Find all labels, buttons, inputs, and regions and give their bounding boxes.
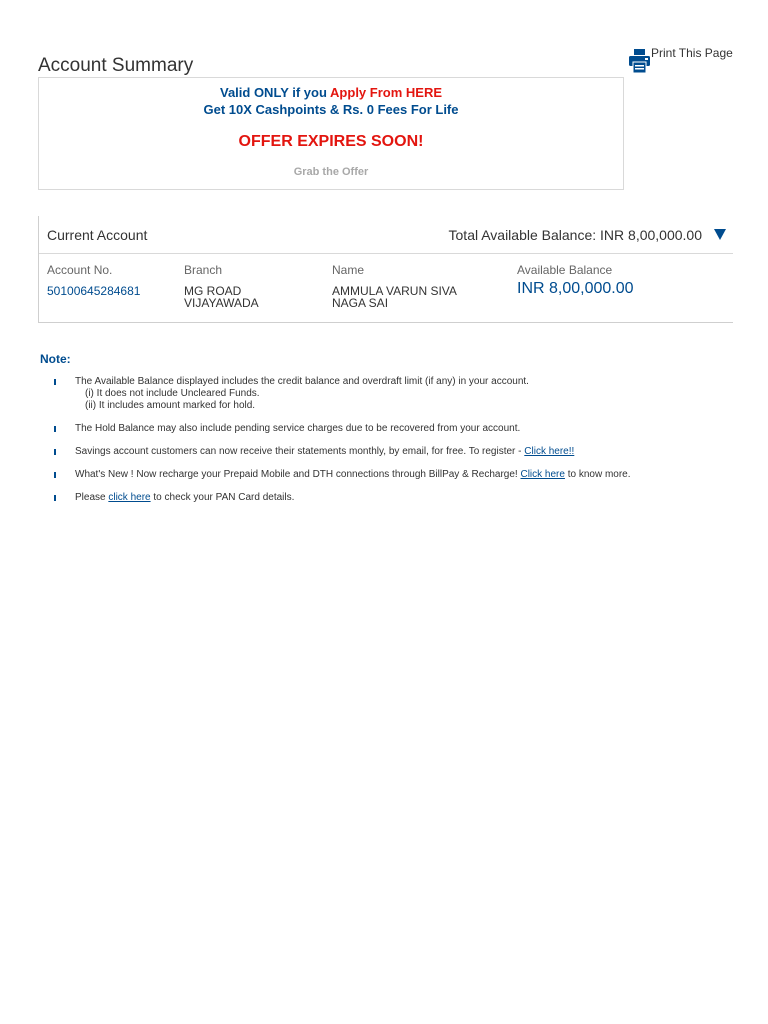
bullet-bar-icon: [54, 472, 56, 478]
account-number-link[interactable]: 50100645284681: [47, 284, 141, 298]
note-item: [40, 423, 740, 435]
bullet-bar-icon: [54, 449, 56, 455]
note-item: [40, 492, 740, 504]
note-item: [40, 469, 740, 481]
note-subtext: (i) It does not include Uncleared Funds.: [85, 388, 260, 399]
print-page-link[interactable]: [628, 46, 733, 74]
account-panel: [38, 216, 733, 323]
note-text: The Available Balance displayed includes the credit balance and overdraft limit (if any) in your account.: [75, 376, 529, 387]
print-page-label: Print This Page: [651, 46, 733, 60]
account-panel-header[interactable]: [39, 216, 733, 254]
note-text: What's New ! Now recharge your Prepaid Mobile and DTH connections through BillPay & Recharge!: [75, 469, 521, 480]
bullet-bar-icon: [54, 426, 56, 432]
note-item: [40, 376, 740, 412]
bullet-bar-icon: [54, 495, 56, 501]
bullet-bar-icon: [54, 379, 56, 385]
notes-list: [40, 376, 740, 515]
promo-headline: [39, 85, 623, 100]
pan-card-details-link[interactable]: click here: [108, 492, 151, 503]
notes-section: [40, 352, 740, 503]
promo-apply-link[interactable]: Apply From HERE: [330, 85, 443, 100]
billpay-recharge-link[interactable]: Click here: [520, 469, 565, 480]
branch-value: [184, 285, 259, 309]
note-text: Please: [75, 492, 109, 503]
notes-title: Note:: [40, 352, 71, 366]
promo-banner[interactable]: [38, 77, 624, 190]
note-text: Savings account customers can now receive their statements monthly, by email, for free. To register -: [75, 446, 525, 457]
promo-subheadline: Get 10X Cashpoints & Rs. 0 Fees For Life: [203, 102, 459, 117]
name-line-1: AMMULA VARUN SIVA: [332, 284, 457, 298]
grab-offer-button[interactable]: Grab the Offer: [293, 166, 369, 178]
total-available-balance: Total Available Balance: INR 8,00,000.00: [448, 227, 702, 243]
note-text-suffix: to know more.: [564, 469, 631, 480]
name-line-2: NAGA SAI: [332, 296, 389, 310]
column-header-branch: Branch: [184, 263, 223, 277]
email-statement-register-link[interactable]: Click here!!: [524, 446, 575, 457]
account-type-label: Current Account: [47, 227, 148, 243]
triangle-down-icon[interactable]: [714, 229, 726, 240]
column-header-available-balance: Available Balance: [517, 263, 613, 277]
column-header-account-no: Account No.: [47, 263, 113, 277]
note-subtext: (ii) It includes amount marked for hold.: [85, 400, 256, 411]
branch-line-2: VIJAYAWADA: [184, 296, 259, 310]
note-text-suffix: to check your PAN Card details.: [150, 492, 295, 503]
note-text: The Hold Balance may also include pending service charges due to be recovered from your account.: [75, 423, 521, 434]
printer-icon: [628, 48, 651, 74]
note-item: [40, 446, 740, 458]
account-holder-name: [332, 285, 457, 309]
page-title: Account Summary: [38, 54, 194, 76]
promo-expiry-notice: OFFER EXPIRES SOON!: [238, 133, 424, 150]
column-header-name: Name: [332, 263, 365, 277]
promo-headline-prefix: Valid ONLY if you: [219, 85, 331, 100]
branch-line-1: MG ROAD: [184, 284, 242, 298]
available-balance-value: INR 8,00,000.00: [517, 280, 634, 297]
